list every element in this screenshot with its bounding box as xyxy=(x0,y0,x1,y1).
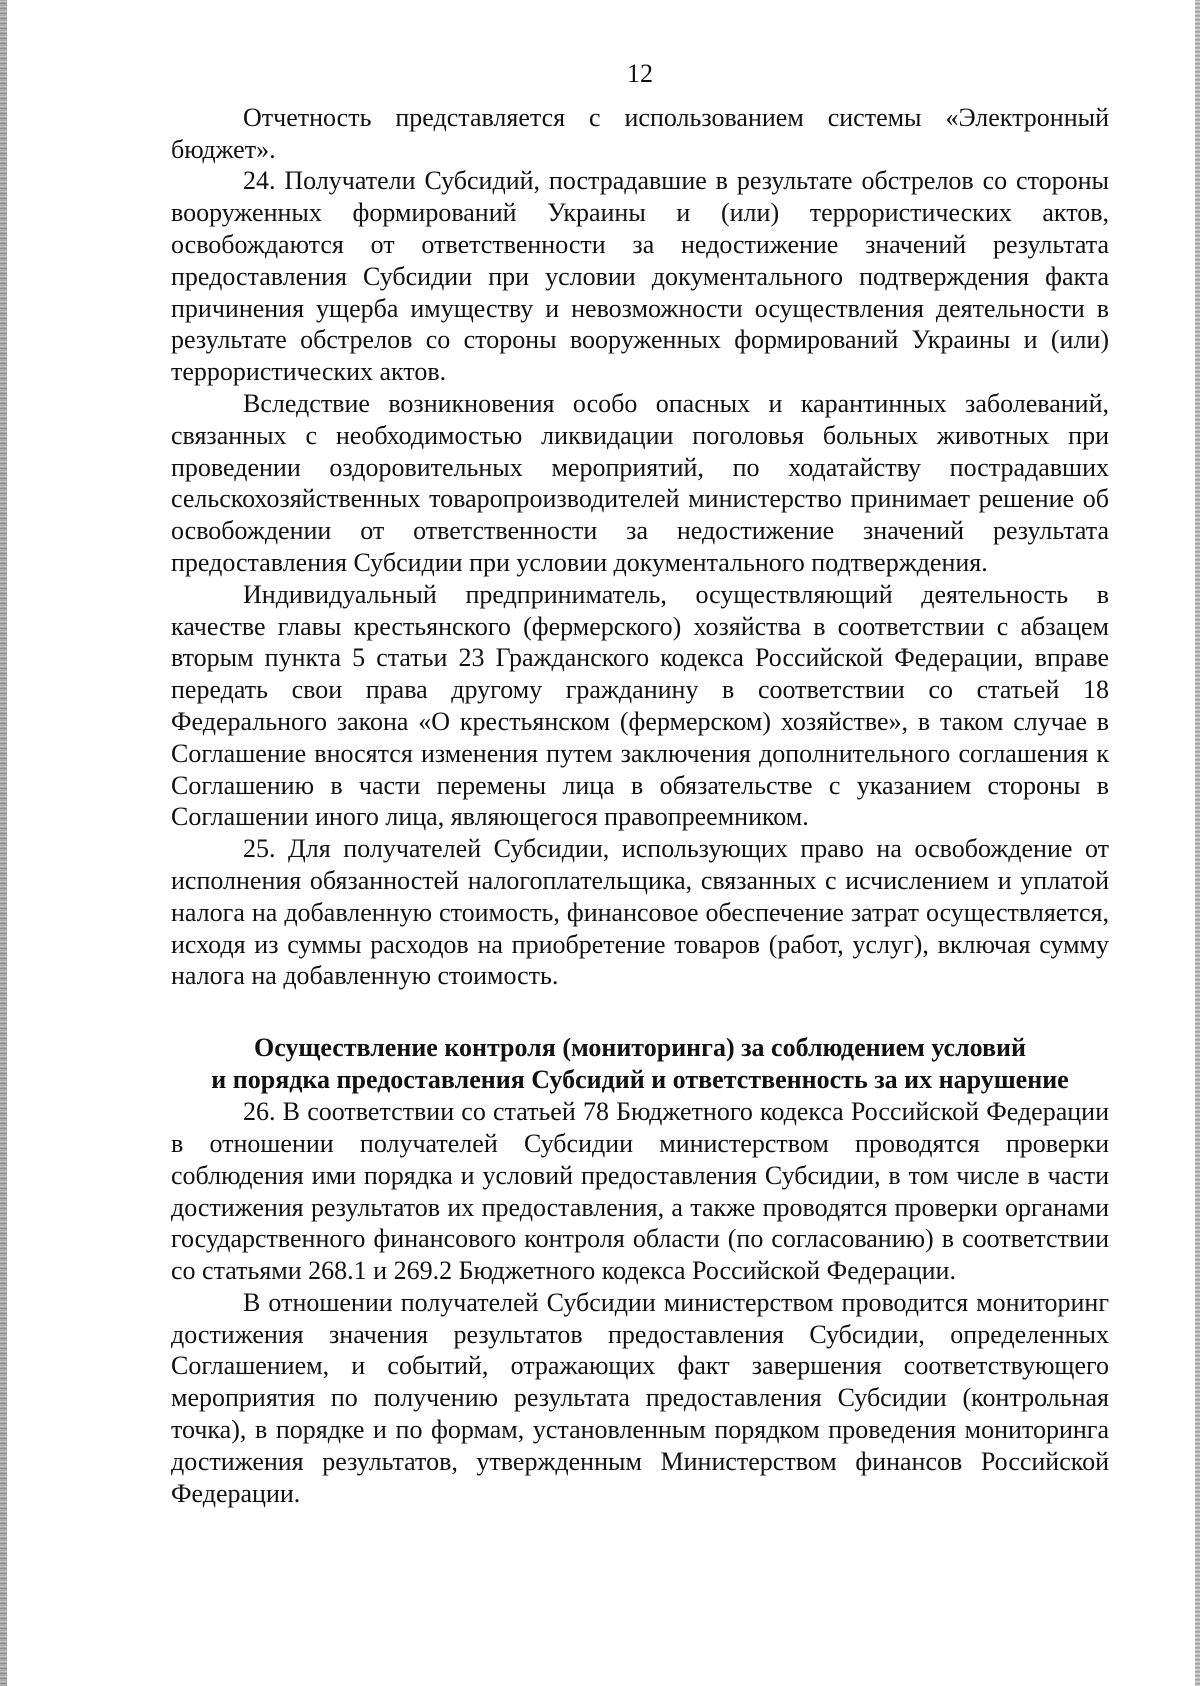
paragraph-monitoring: В отношении получателей Субсидии министерством проводится мониторинг достижения значения результатов предоставления Субсидии, определенных Соглашением, и событий, отражающих факт завершения соответствующего мероприятия по получению результата предоставления Субсидии (контрольная точка), в порядке и по формам, установленным порядком проведения мониторинга достижения результатов, утвержденным Министерством финансов Российской Федерации. xyxy=(171,1287,1109,1508)
paragraph-reporting: Отчетность представляется с использованием системы «Электронный бюджет». xyxy=(171,102,1109,164)
scan-edge-right xyxy=(1195,0,1200,1686)
paragraph-26: 26. В соответствии со статьей 78 Бюджетного кодекса Российской Федерации в отношении получателей Субсидии министерством проводятся проверки соблюдения ими порядка и условий предоставления Субсидии, в том числе в части достижения результатов их предоставления, а также проводятся проверки органами государственного финансового контроля области (по согласованию) в соответствии со статьями 268.1 и 269.2 Бюджетного кодекса Российской Федерации. xyxy=(171,1097,1109,1286)
section-heading-line-2: и порядка предоставления Субсидий и ответственность за их нарушение xyxy=(211,1065,1069,1095)
paragraph-24: 24. Получатели Субсидий, пострадавшие в результате обстрелов со стороны вооруженных формирований Украины и (или) террористических актов, освобождаются от ответственности за недостижение значений результата предоставления Субсидии при условии документального подтверждения факта причинения ущерба имуществу и невозможности осуществления деятельности в результате обстрелов со стороны вооруженных формирований Украины и (или) террористических актов. xyxy=(171,166,1109,387)
paragraph-25: 25. Для получателей Субсидии, использующих право на освобождение от исполнения обязанностей налогоплательщика, связанных с исчислением и уплатой налога на добавленную стоимость, финансовое обеспечение затрат осуществляется, исходя из суммы расходов на приобретение товаров (работ, услуг), включая сумму налога на добавленную стоимость. xyxy=(171,834,1109,991)
paragraph-diseases: Вследствие возникновения особо опасных и карантинных заболеваний, связанных с необходимостью ликвидации поголовья больных животных при проведении оздоровительных мероприятий, по ходатайству пострадавших сельскохозяйственных товаропроизводителей министерство принимает решение об освобождении от ответственности за недостижение значений результата предоставления Субсидии при условии документального подтверждения. xyxy=(171,388,1109,577)
section-heading xyxy=(171,1032,1109,1096)
document-page xyxy=(171,58,1109,1509)
page-number: 12 xyxy=(627,59,653,88)
section-heading-line-1: Осуществление контроля (мониторинга) за соблюдением условий xyxy=(253,1033,1027,1063)
scan-edge-left xyxy=(0,0,7,1686)
paragraph-entrepreneur: Индивидуальный предприниматель, осуществляющий деятельность в качестве главы крестьянского (фермерского) хозяйства в соответствии с абзацем вторым пункта 5 статьи 23 Гражданского кодекса Российской Федерации, вправе передать свои права другому гражданину в соответствии со статьей 18 Федерального закона «О крестьянском (фермерском) хозяйстве», в таком случае в Соглашение вносятся изменения путем заключения дополнительного соглашения к Соглашению в части перемены лица в обязательстве с указанием стороны в Соглашении иного лица, являющегося правопреемником. xyxy=(171,579,1109,832)
